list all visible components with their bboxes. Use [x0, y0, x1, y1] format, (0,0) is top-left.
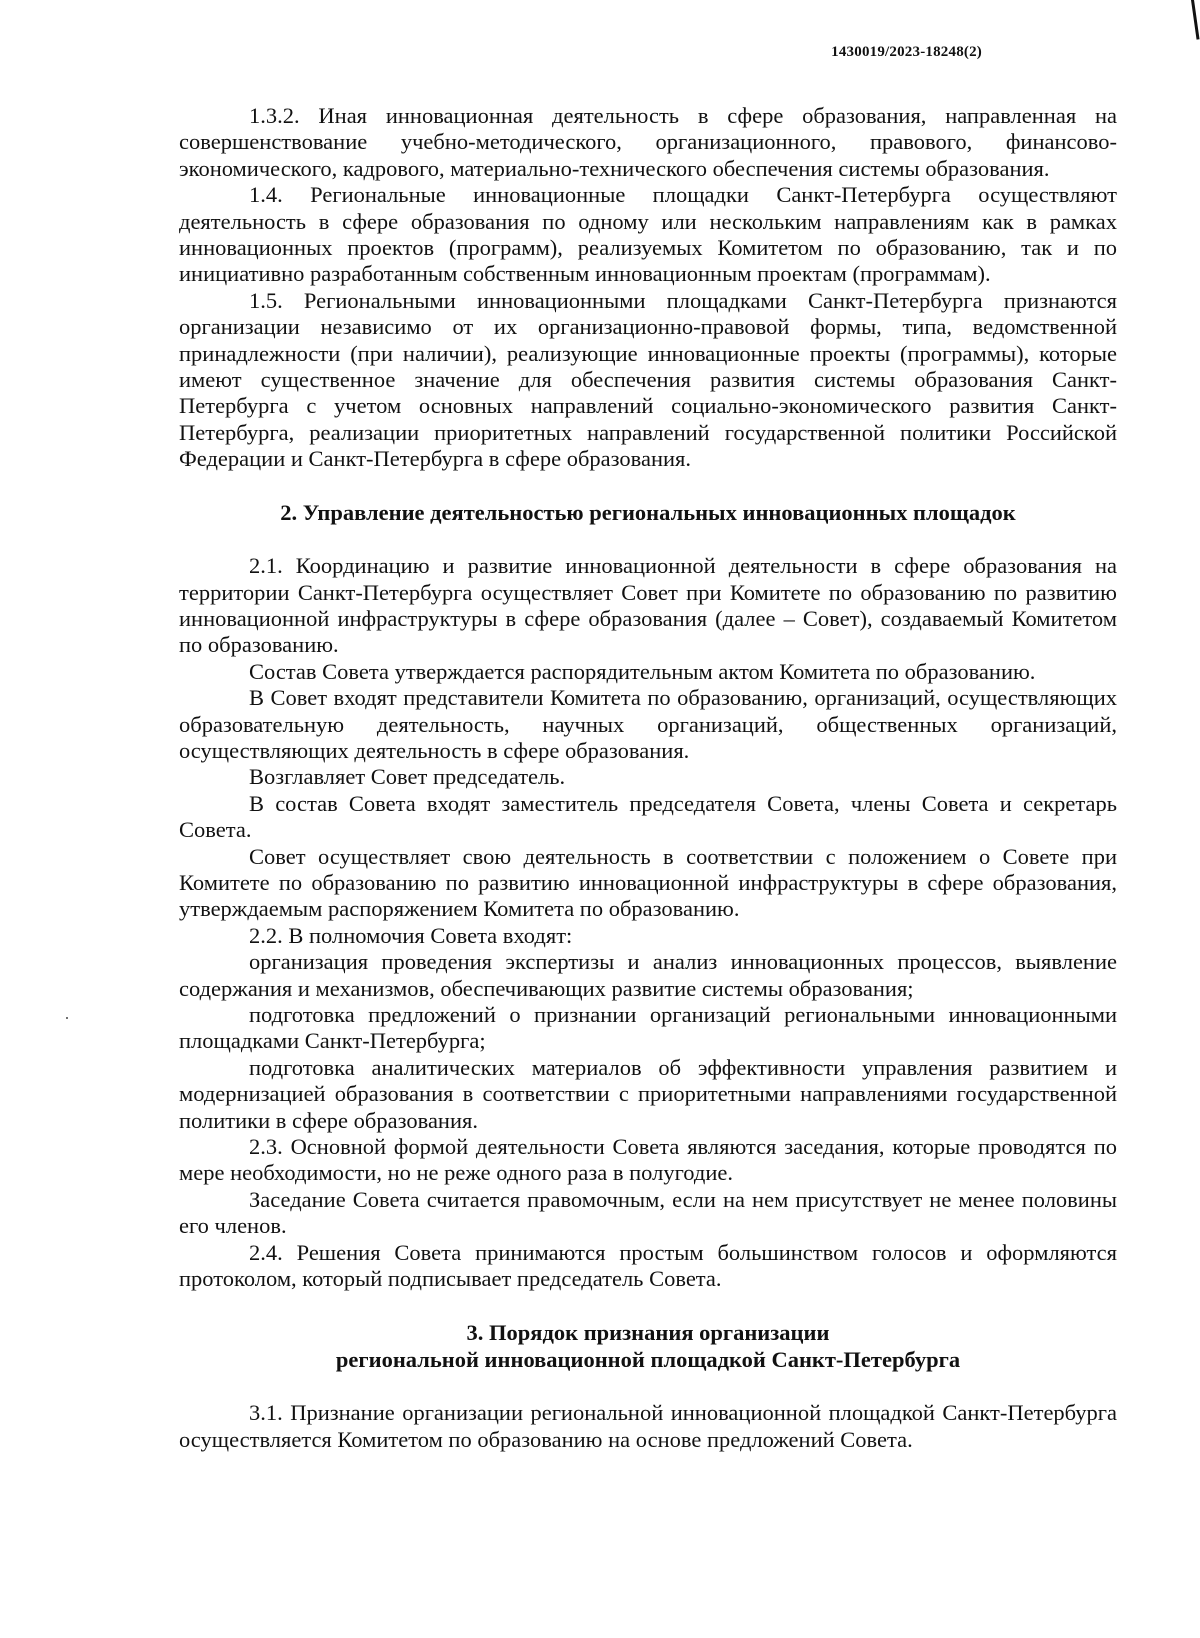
paragraph-power-proposals: подготовка предложений о признании организаций региональными инновационными площадками Санкт-Петербурга;	[179, 1002, 1117, 1054]
paragraph-council-composition: Состав Совета утверждается распорядительным актом Комитета по образованию.	[249, 658, 1036, 684]
document-number: 1430019/2023-18248(2)	[831, 44, 982, 60]
paragraph-quorum: Заседание Совета считается правомочным, если на нем присутствует не менее половины его членов.	[179, 1186, 1117, 1239]
section-3-heading-line-1: 3. Порядок признания организации	[466, 1320, 830, 1346]
paragraph-2-2: 2.2. В полномочия Совета входят:	[249, 922, 573, 948]
paragraph-1-4: 1.4. Региональные инновационные площадки Санкт-Петербурга осуществляют деятельность в сфере образования по одному или нескольким направлениям как в рамках инновационных проектов (программ), реализуемых Комитетом по образованию, так и по инициативно разработанным собственным инновационным проектам (программам).	[179, 182, 1117, 287]
paragraph-council-regulation: Совет осуществляет свою деятельность в соответствии с положением о Совете при Комитете по образованию по развитию инновационной инфраструктуры в сфере образования, утверждаемым распоряжением Комитета по образованию.	[179, 843, 1117, 922]
paragraph-power-analytics: подготовка аналитических материалов об эффективности управления развитием и модернизацией образования в соответствии с приоритетными направлениями государственной политики в сфере образования.	[179, 1054, 1117, 1133]
paragraph-council-deputies: В состав Совета входят заместитель председателя Совета, члены Совета и секретарь Совета.	[179, 790, 1117, 843]
section-3-heading	[179, 1320, 1117, 1373]
scan-speck	[66, 1017, 68, 1019]
paragraph-power-expertise: организация проведения экспертизы и анализ инновационных процессов, выявление содержания и механизмов, обеспечивающих развитие системы образования;	[179, 949, 1117, 1001]
paragraph-1-5: 1.5. Региональными инновационными площадками Санкт-Петербурга признаются организации независимо от их организационно-правовой формы, типа, ведомственной принадлежности (при наличии), реализующие инновационные проекты (программы), которые имеют существенное значение для обеспечения развития системы образования Санкт-Петербурга с учетом основных направлений социально-экономического развития Санкт-Петербурга, реализации приоритетных направлений государственной политики Российской Федерации и Санкт-Петербурга в сфере образования.	[179, 287, 1117, 472]
paragraph-2-3: 2.3. Основной формой деятельности Совета являются заседания, которые проводятся по мере необходимости, но не реже одного раза в полугодие.	[179, 1134, 1117, 1186]
paragraph-council-chair: Возглавляет Совет председатель.	[249, 764, 566, 790]
paragraph-1-3-2: 1.3.2. Иная инновационная деятельность в сфере образования, направленная на совершенствование учебно-методического, организационного, правового, финансово-экономического, кадрового, материально-технического обеспечения системы образования.	[179, 103, 1117, 181]
paragraph-2-4: 2.4. Решения Совета принимаются простым большинством голосов и оформляются протоколом, который подписывает председатель Совета.	[179, 1239, 1117, 1292]
paragraph-2-1: 2.1. Координацию и развитие инновационной деятельности в сфере образования на территории Санкт-Петербурга осуществляет Совет при Комитете по образованию по развитию инновационной инфраструктуры в сфере образования (далее – Совет), создаваемый Комитетом по образованию.	[179, 553, 1117, 658]
paragraph-3-1: 3.1. Признание организации региональной инновационной площадкой Санкт-Петербурга осуществляется Комитетом по образованию на основе предложений Совета.	[179, 1400, 1117, 1452]
document-body	[179, 103, 1117, 1453]
section-2-heading: 2. Управление деятельностью региональных инновационных площадок	[280, 499, 1016, 525]
scan-edge-mark	[1191, 0, 1200, 40]
section-3-heading-line-2: региональной инновационной площадкой Санкт-Петербурга	[335, 1346, 961, 1372]
paragraph-council-members: В Совет входят представители Комитета по образованию, организаций, осуществляющих образовательную деятельность, научных организаций, общественных организаций, осуществляющих деятельность в сфере образования.	[179, 685, 1117, 763]
